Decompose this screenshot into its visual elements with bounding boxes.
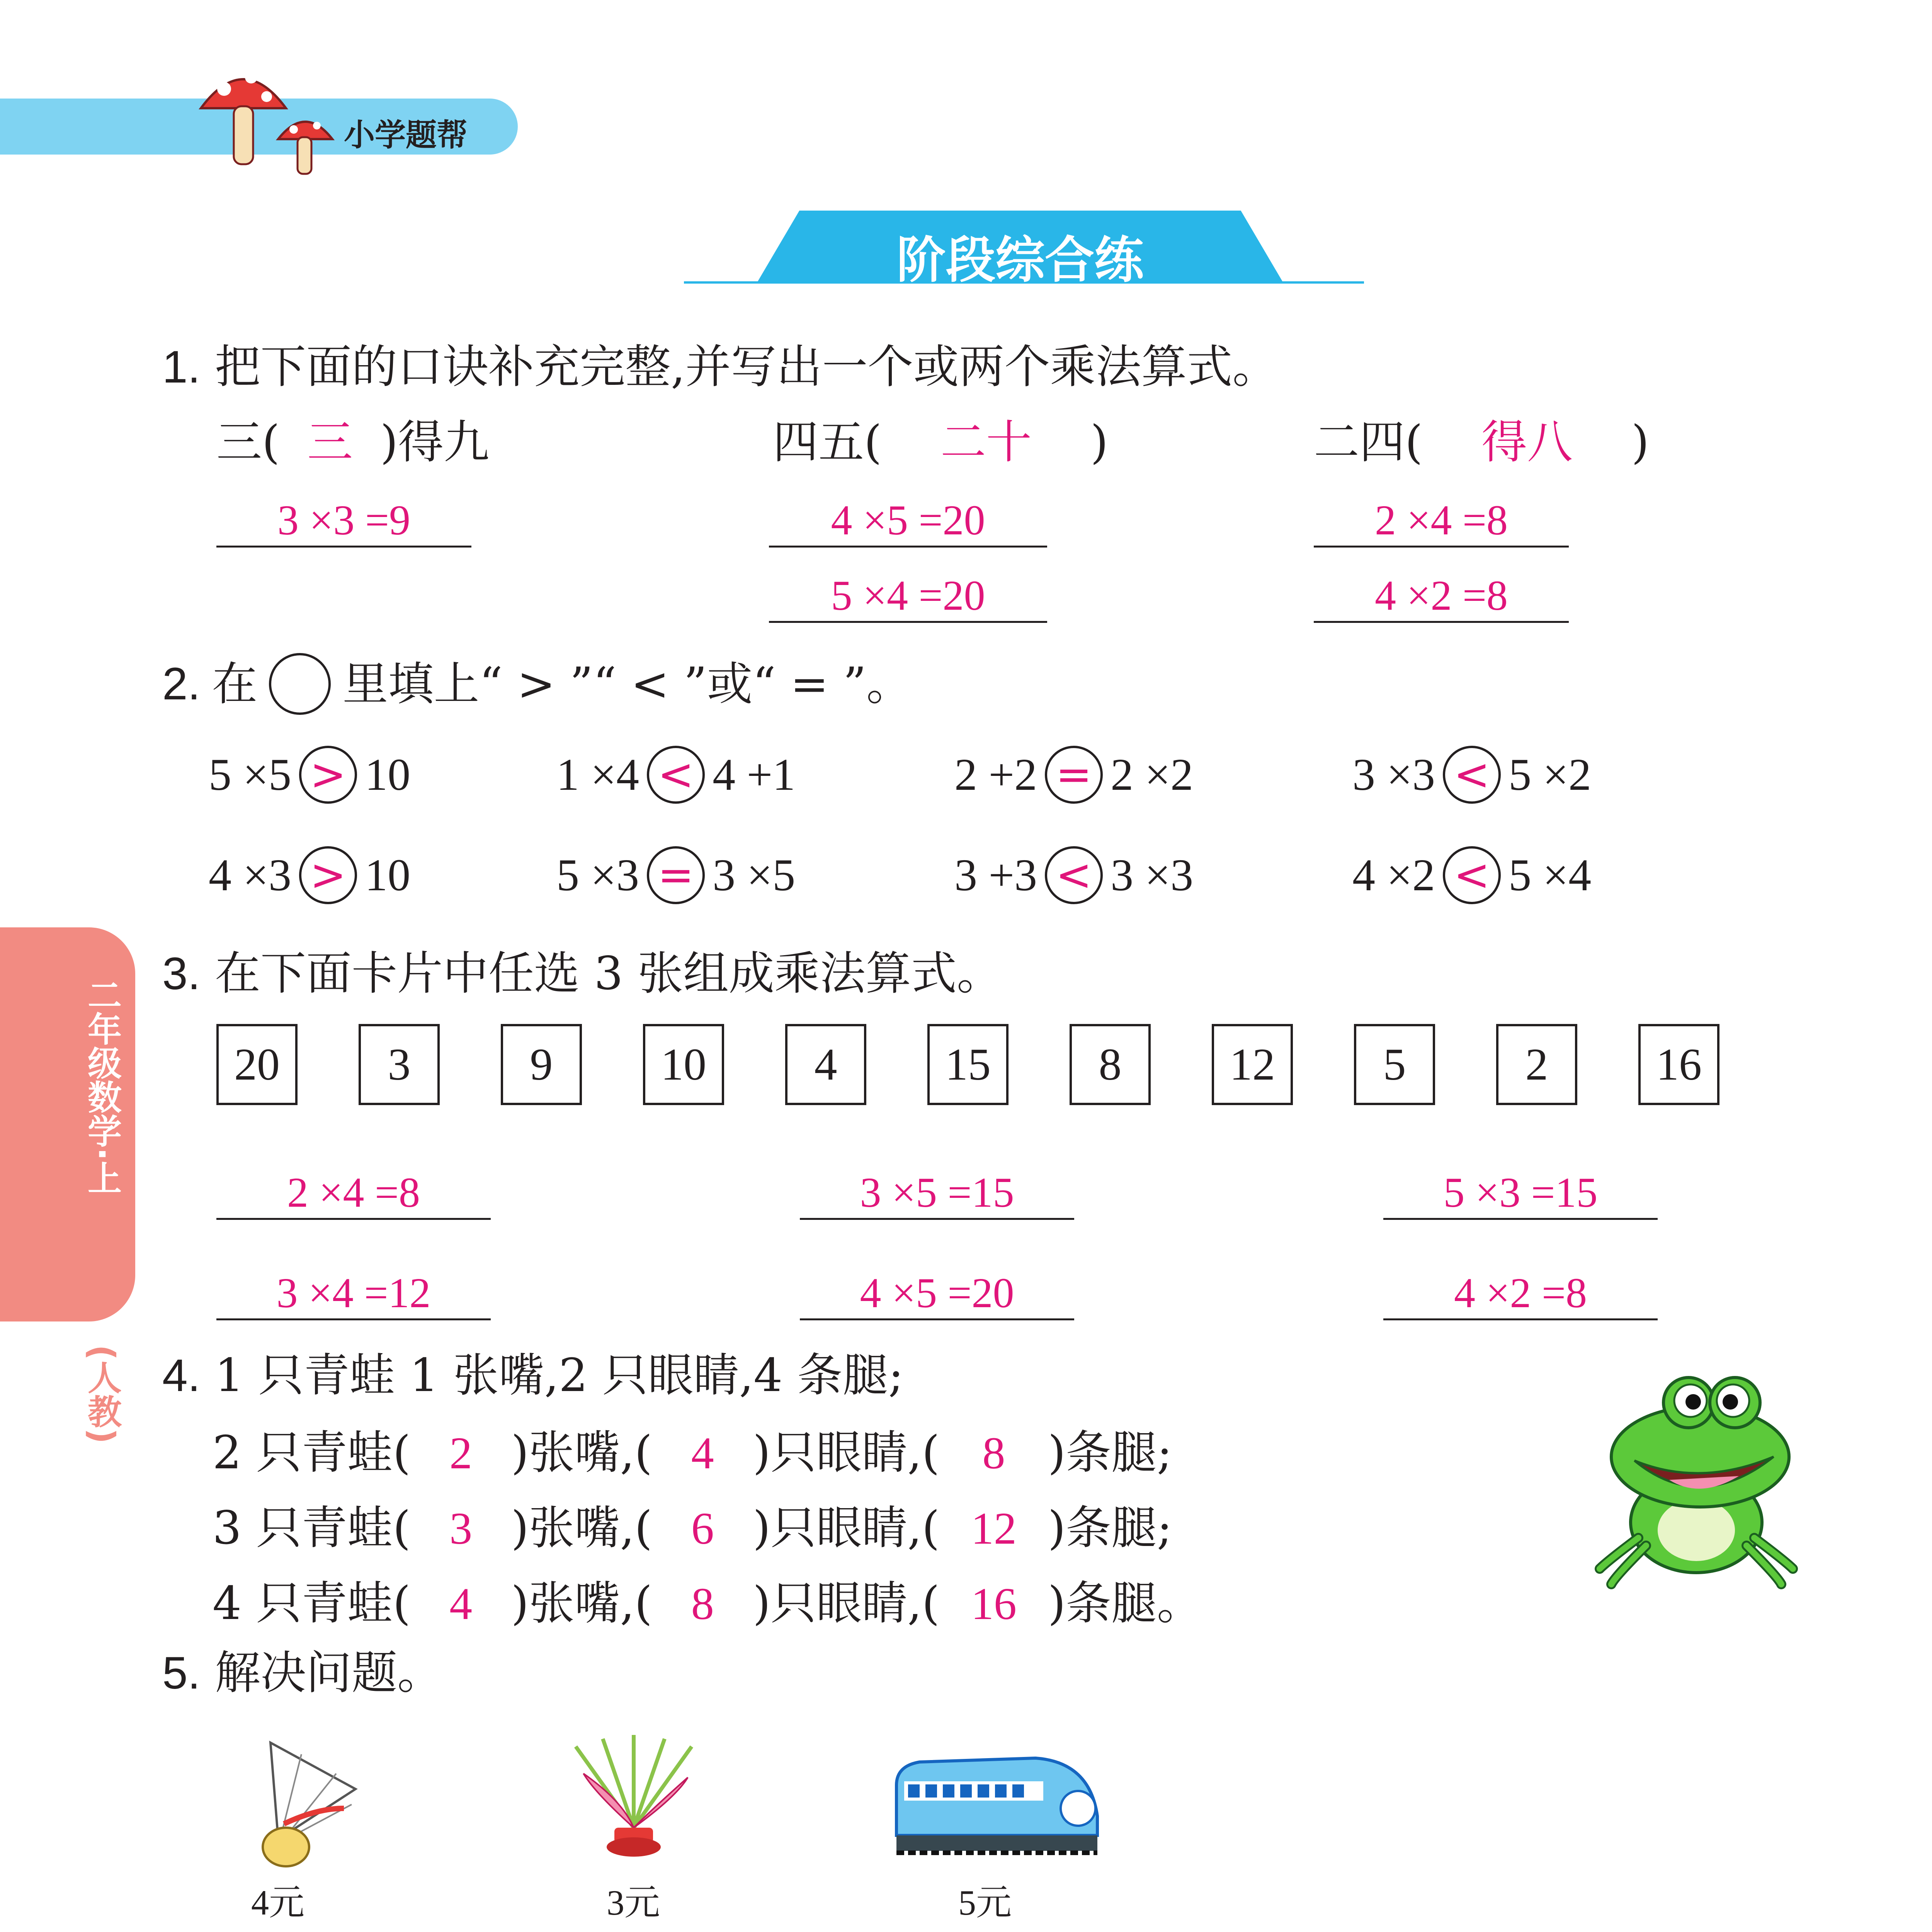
q4-row (213, 1426, 1172, 1479)
q2-right-expr: 10 (365, 749, 411, 800)
q1-eq-2a: 4 ×5 =20 (769, 495, 1047, 548)
q1-item-3-pre: 二四( (1314, 415, 1423, 469)
number-card: 15 (927, 1024, 1009, 1105)
q2-number: 2. (162, 658, 201, 709)
q2-right-expr: 4 +1 (713, 749, 796, 800)
q4-eye-label: )只眼睛,( (753, 1426, 940, 1479)
q2-answer-circle: > (299, 846, 357, 904)
q3-answer-equation: 5 ×3 =15 (1383, 1167, 1658, 1220)
q1-eq-3a: 2 ×4 =8 (1314, 495, 1569, 548)
q2-left-expr: 5 ×3 (556, 850, 639, 900)
q3-answer-equation: 2 ×4 =8 (216, 1167, 491, 1220)
q2-left-expr: 4 ×3 (209, 850, 292, 900)
q2-left-expr: 2 +2 (954, 749, 1037, 800)
q1-item-3-post: ) (1631, 415, 1650, 469)
q1-eq-2b: 5 ×4 =20 (769, 570, 1047, 623)
q4-legs-label: )条腿; (1048, 1426, 1172, 1479)
q3-answer-equation: 4 ×2 =8 (1383, 1267, 1658, 1320)
number-card: 16 (1638, 1024, 1719, 1105)
number-card: 8 (1070, 1024, 1151, 1105)
q4-row (213, 1501, 1172, 1554)
q4-eyes-answer: 4 (691, 1428, 714, 1478)
q1-item-1-post: )得九 (380, 415, 490, 469)
q4-frogs-label: 2 只青蛙( (213, 1426, 411, 1479)
q1-item-2 (773, 415, 1109, 469)
q2-answer-circle: < (1045, 846, 1103, 904)
q2-right-expr: 3 ×5 (713, 850, 796, 900)
q2-left-expr: 3 +3 (954, 850, 1037, 900)
q5-prompt-line (162, 1646, 443, 1699)
q2-comparison (954, 746, 1193, 804)
q1-item-1-pre: 三( (216, 415, 280, 469)
shuttlecock-feather-icon (560, 1731, 707, 1870)
q2-comparison (556, 746, 795, 804)
q2-prompt-line (162, 653, 912, 715)
q2-comparison (1352, 746, 1591, 804)
q1-item-3 (1314, 415, 1650, 469)
toy-train-icon (889, 1739, 1105, 1866)
q2-prompt-b: 里填上“ > ”“ < ”或“ = ”。 (342, 657, 912, 711)
side-tab-grade: 二年级数学·上 (82, 978, 122, 1195)
number-card: 12 (1212, 1024, 1293, 1105)
q3-answer-equation: 4 ×5 =20 (800, 1267, 1074, 1320)
price-jianzi: 3元 (607, 1883, 660, 1922)
q2-answer-circle: = (1045, 746, 1103, 804)
q3-answer-equation: 3 ×4 =12 (216, 1267, 491, 1320)
q2-answer-circle: = (647, 846, 705, 904)
q2-answer-circle: < (647, 746, 705, 804)
q2-answer-circle: > (299, 746, 357, 804)
q4-row (213, 1577, 1202, 1630)
q2-right-expr: 2 ×2 (1111, 749, 1194, 800)
q3-prompt: 在下面卡片中任选 3 张组成乘法算式。 (214, 947, 1003, 1000)
number-card: 5 (1354, 1024, 1435, 1105)
frog-icon (1592, 1360, 1808, 1592)
q3-answer-equation: 3 ×5 =15 (800, 1167, 1074, 1220)
q4-mouth-label: )张嘴,( (511, 1577, 653, 1630)
q4-frogs-label: 4 只青蛙( (213, 1577, 411, 1630)
number-card: 2 (1496, 1024, 1577, 1105)
q1-item-3-answer: 得八 (1481, 415, 1573, 469)
side-tab-edition: (人教) (82, 1345, 122, 1444)
q1-item-2-answer: 二十 (940, 415, 1032, 469)
q2-answer-circle: < (1443, 746, 1501, 804)
q4-mouths-answer: 3 (449, 1503, 473, 1554)
q3-number: 3. (162, 948, 201, 999)
q2-prompt-a: 在 (212, 657, 258, 711)
q2-comparison (1352, 846, 1591, 904)
q4-legs-answer: 16 (971, 1578, 1017, 1629)
q4-mouths-answer: 2 (449, 1428, 473, 1478)
q2-comparison (954, 846, 1193, 904)
q1-eq-3b: 4 ×2 =8 (1314, 570, 1569, 623)
q2-comparison (556, 846, 795, 904)
number-card: 10 (643, 1024, 724, 1105)
q4-mouths-answer: 4 (449, 1578, 473, 1629)
q2-answer-circle: < (1443, 846, 1501, 904)
number-card: 4 (785, 1024, 866, 1105)
q2-comparison (209, 746, 410, 804)
q2-right-expr: 10 (365, 850, 411, 900)
q4-eye-label: )只眼睛,( (753, 1577, 940, 1630)
q4-intro: 1 只青蛙 1 张嘴,2 只眼睛,4 条腿; (214, 1349, 904, 1402)
q1-prompt: 把下面的口诀补充完整,并写出一个或两个乘法算式。 (214, 340, 1278, 393)
q1-item-1 (216, 415, 490, 469)
q2-left-expr: 5 ×5 (209, 749, 292, 800)
q2-left-expr: 4 ×2 (1352, 850, 1435, 900)
q1-prompt-line (162, 340, 1278, 393)
page-title: 阶段综合练 (896, 231, 1144, 289)
q2-right-expr: 5 ×4 (1509, 850, 1592, 900)
q4-intro-line (162, 1349, 904, 1402)
q4-legs-label: )条腿; (1048, 1501, 1172, 1554)
q4-eyes-answer: 6 (691, 1503, 714, 1554)
q4-eyes-answer: 8 (691, 1578, 714, 1629)
q2-comparison (209, 846, 410, 904)
number-card: 20 (216, 1024, 298, 1105)
q4-frogs-label: 3 只青蛙( (213, 1501, 411, 1554)
q5-number: 5. (162, 1648, 201, 1699)
q5-prompt: 解决问题。 (214, 1646, 443, 1699)
mushroom-icon (193, 54, 340, 182)
q4-mouth-label: )张嘴,( (511, 1501, 653, 1554)
q4-legs-label: )条腿。 (1048, 1577, 1202, 1630)
q1-eq-1a: 3 ×3 =9 (216, 495, 471, 548)
brand-label: 小学题帮 (344, 117, 468, 153)
number-card: 9 (501, 1024, 582, 1105)
q4-legs-answer: 8 (982, 1428, 1005, 1478)
badminton-shuttlecock-icon (247, 1731, 386, 1870)
q4-eye-label: )只眼睛,( (753, 1501, 940, 1554)
number-card: 3 (359, 1024, 440, 1105)
q2-right-expr: 5 ×2 (1509, 749, 1592, 800)
q3-prompt-line (162, 947, 1003, 1000)
q1-number: 1. (162, 342, 201, 393)
q4-legs-answer: 12 (971, 1503, 1017, 1554)
q1-item-1-answer: 三 (307, 415, 353, 469)
price-shuttlecock: 4元 (251, 1883, 305, 1922)
price-train: 5元 (958, 1883, 1012, 1922)
q2-right-expr: 3 ×3 (1111, 850, 1194, 900)
q2-left-expr: 3 ×3 (1352, 749, 1435, 800)
q1-item-2-post: ) (1090, 415, 1109, 469)
q4-number: 4. (162, 1350, 201, 1401)
q1-item-2-pre: 四五( (773, 415, 882, 469)
q4-mouth-label: )张嘴,( (511, 1426, 653, 1479)
q2-left-expr: 1 ×4 (556, 749, 639, 800)
q2-blank-circle-icon (269, 653, 331, 715)
